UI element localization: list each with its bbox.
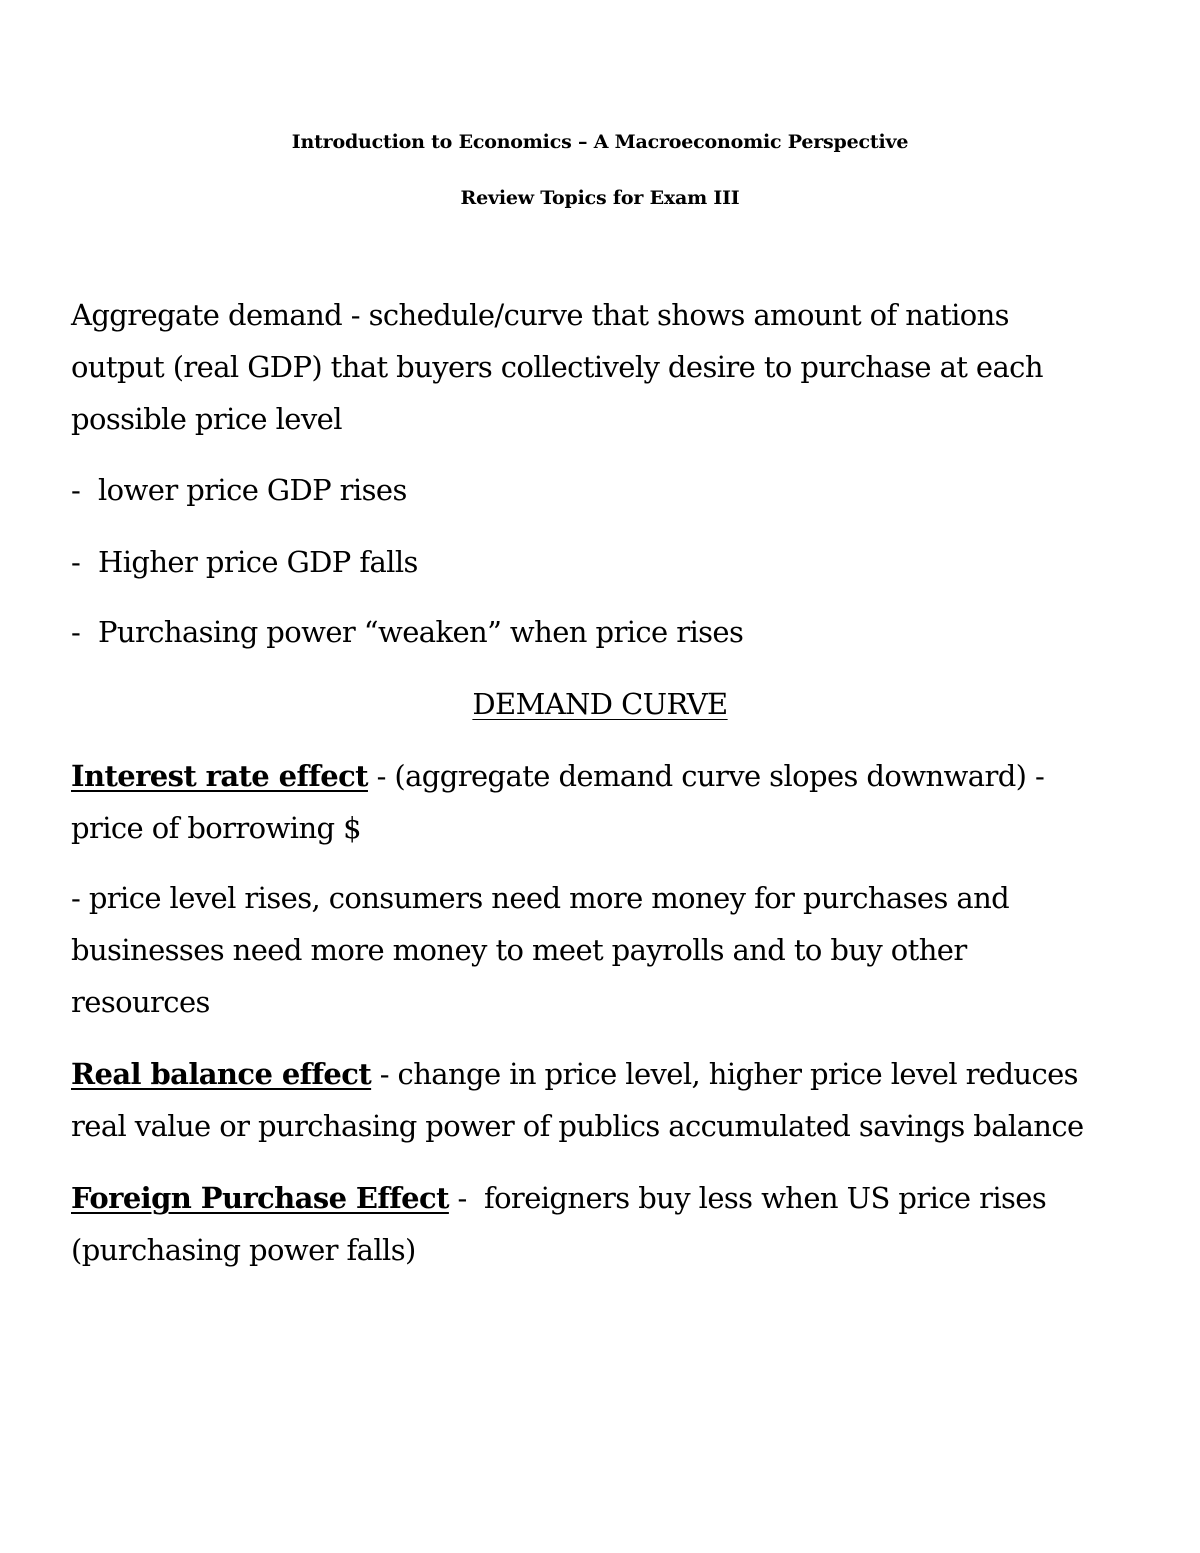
foreign-purchase-effect-line-2: (purchasing power falls)	[71, 1233, 416, 1267]
aggregate-demand-line-3: possible price level	[71, 402, 342, 436]
real-balance-effect-term: Real balance effect	[71, 1057, 372, 1091]
interest-rate-effect	[71, 750, 1151, 854]
demand-curve-heading: DEMAND CURVE	[472, 687, 728, 721]
bullet-text: lower price GDP rises	[98, 473, 407, 507]
real-balance-effect-line-2: real value or purchasing power of publics accumulated savings balance	[71, 1109, 1084, 1143]
bullet-item	[71, 606, 1151, 658]
aggregate-demand-line-2: output (real GDP) that buyers collectively desire to purchase at each	[71, 350, 1043, 384]
aggregate-demand-definition	[71, 289, 1151, 445]
interest-rate-detail-line-1: - price level rises, consumers need more money for purchases and	[71, 881, 1010, 915]
bullet-dash: -	[71, 615, 81, 649]
bullet-dash: -	[71, 473, 81, 507]
foreign-purchase-effect-term: Foreign Purchase Effect	[71, 1181, 449, 1215]
bullet-item	[71, 536, 1151, 588]
bullet-item	[71, 464, 1151, 516]
section-heading	[0, 678, 1200, 730]
interest-rate-effect-term: Interest rate effect	[71, 759, 368, 793]
interest-rate-effect-line-2: price of borrowing $	[71, 811, 361, 845]
foreign-purchase-effect-line-1: - foreigners buy less when US price rises	[448, 1181, 1047, 1215]
real-balance-effect-line-1: - change in price level, higher price level reduces	[371, 1057, 1078, 1091]
interest-rate-effect-line-1: - (aggregate demand curve slopes downward) -	[367, 759, 1045, 793]
real-balance-effect	[71, 1048, 1151, 1152]
bullet-dash: -	[71, 545, 81, 579]
interest-rate-detail-line-3: resources	[71, 985, 210, 1019]
interest-rate-detail-line-2: businesses need more money to meet payrolls and to buy other	[71, 933, 967, 967]
document-subtitle: Review Topics for Exam III	[460, 187, 740, 209]
interest-rate-effect-detail	[71, 872, 1151, 1028]
aggregate-demand-line-1: Aggregate demand - schedule/curve that shows amount of nations	[71, 298, 1009, 332]
foreign-purchase-effect	[71, 1172, 1151, 1276]
document-title: Introduction to Economics – A Macroeconomic Perspective	[291, 131, 909, 153]
bullet-text: Higher price GDP falls	[98, 545, 418, 579]
bullet-text: Purchasing power “weaken” when price rises	[98, 615, 744, 649]
